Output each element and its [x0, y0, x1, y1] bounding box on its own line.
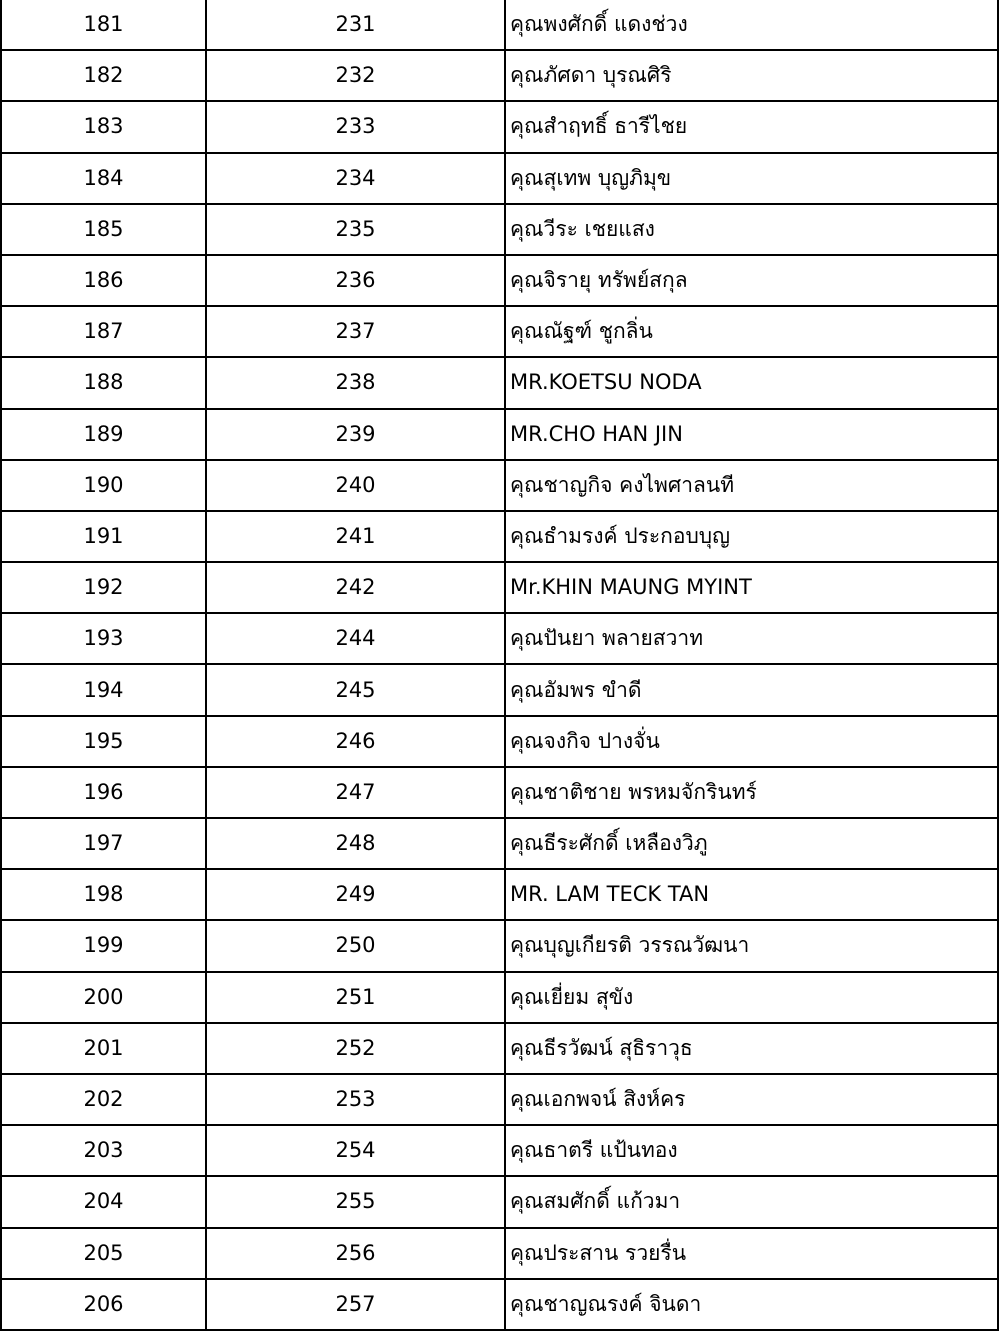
row-number-cell: 203	[1, 1125, 206, 1176]
table-row	[1, 0, 998, 50]
member-name-cell: คุณสำฤทธิ์ ธารีไชย	[505, 101, 998, 152]
member-name-cell: MR. LAM TECK TAN	[505, 869, 998, 920]
member-id-cell: 238	[206, 357, 505, 408]
member-name-cell: คุณณัฐฑ์ ชูกลิ่น	[505, 306, 998, 357]
table-body	[1, 0, 998, 1330]
row-number-cell: 201	[1, 1023, 206, 1074]
row-number-cell: 186	[1, 255, 206, 306]
row-number-cell: 196	[1, 767, 206, 818]
member-id-cell: 240	[206, 460, 505, 511]
member-name-cell: คุณเยี่ยม สุขัง	[505, 972, 998, 1023]
table-row	[1, 562, 998, 613]
member-name-cell: คุณบุญเกียรติ วรรณวัฒนา	[505, 920, 998, 971]
member-name-cell: คุณพงศักดิ์ แดงช่วง	[505, 0, 998, 50]
row-number-cell: 190	[1, 460, 206, 511]
member-name-cell: คุณชาติชาย พรหมจักรินทร์	[505, 767, 998, 818]
member-id-cell: 252	[206, 1023, 505, 1074]
member-id-cell: 247	[206, 767, 505, 818]
table-row	[1, 357, 998, 408]
table-row	[1, 818, 998, 869]
member-id-cell: 236	[206, 255, 505, 306]
row-number-cell: 185	[1, 204, 206, 255]
row-number-cell: 193	[1, 613, 206, 664]
row-number-cell: 187	[1, 306, 206, 357]
table-row	[1, 409, 998, 460]
member-id-cell: 248	[206, 818, 505, 869]
member-id-cell: 245	[206, 664, 505, 715]
member-name-cell: คุณสมศักดิ์ แก้วมา	[505, 1176, 998, 1227]
table-row	[1, 460, 998, 511]
member-id-cell: 235	[206, 204, 505, 255]
table-row	[1, 920, 998, 971]
row-number-cell: 206	[1, 1279, 206, 1330]
row-number-cell: 191	[1, 511, 206, 562]
row-number-cell: 195	[1, 716, 206, 767]
member-id-cell: 242	[206, 562, 505, 613]
member-id-cell: 251	[206, 972, 505, 1023]
member-name-cell: MR.CHO HAN JIN	[505, 409, 998, 460]
member-id-cell: 234	[206, 153, 505, 204]
table-row	[1, 306, 998, 357]
table-row	[1, 153, 998, 204]
member-id-cell: 253	[206, 1074, 505, 1125]
member-name-cell: MR.KOETSU NODA	[505, 357, 998, 408]
member-id-cell: 233	[206, 101, 505, 152]
member-name-cell: คุณจิรายุ ทรัพย์สกุล	[505, 255, 998, 306]
member-id-cell: 257	[206, 1279, 505, 1330]
row-number-cell: 181	[1, 0, 206, 50]
member-name-cell: คุณอัมพร ขำดี	[505, 664, 998, 715]
member-name-cell: คุณจงกิจ ปางจั่น	[505, 716, 998, 767]
member-name-cell: คุณปันยา พลายสวาท	[505, 613, 998, 664]
row-number-cell: 183	[1, 101, 206, 152]
member-id-cell: 250	[206, 920, 505, 971]
row-number-cell: 184	[1, 153, 206, 204]
member-name-cell: คุณธำมรงค์ ประกอบบุญ	[505, 511, 998, 562]
row-number-cell: 192	[1, 562, 206, 613]
row-number-cell: 197	[1, 818, 206, 869]
member-id-cell: 254	[206, 1125, 505, 1176]
table-row	[1, 972, 998, 1023]
member-name-cell: คุณสุเทพ บุญภิมุข	[505, 153, 998, 204]
row-number-cell: 198	[1, 869, 206, 920]
table-row	[1, 101, 998, 152]
row-number-cell: 199	[1, 920, 206, 971]
table-row	[1, 716, 998, 767]
member-name-cell: คุณธาตรี แป้นทอง	[505, 1125, 998, 1176]
member-id-cell: 244	[206, 613, 505, 664]
row-number-cell: 204	[1, 1176, 206, 1227]
table-row	[1, 1125, 998, 1176]
member-id-cell: 232	[206, 50, 505, 101]
table-row	[1, 869, 998, 920]
table-row	[1, 255, 998, 306]
row-number-cell: 200	[1, 972, 206, 1023]
member-name-cell: คุณชาญณรงค์ จินดา	[505, 1279, 998, 1330]
table-row	[1, 613, 998, 664]
member-id-cell: 237	[206, 306, 505, 357]
table-row	[1, 1023, 998, 1074]
row-number-cell: 182	[1, 50, 206, 101]
member-id-cell: 231	[206, 0, 505, 50]
member-id-cell: 249	[206, 869, 505, 920]
row-number-cell: 205	[1, 1228, 206, 1279]
member-name-cell: คุณชาญกิจ คงไพศาลนที	[505, 460, 998, 511]
member-name-cell: คุณเอกพจน์ สิงห์คร	[505, 1074, 998, 1125]
table-row	[1, 511, 998, 562]
table-row	[1, 1176, 998, 1227]
row-number-cell: 194	[1, 664, 206, 715]
table-row	[1, 1279, 998, 1330]
row-number-cell: 202	[1, 1074, 206, 1125]
member-name-cell: Mr.KHIN MAUNG MYINT	[505, 562, 998, 613]
member-name-cell: คุณธีระศักดิ์ เหลืองวิภู	[505, 818, 998, 869]
table-row	[1, 767, 998, 818]
member-id-cell: 246	[206, 716, 505, 767]
row-number-cell: 189	[1, 409, 206, 460]
row-number-cell: 188	[1, 357, 206, 408]
member-id-cell: 239	[206, 409, 505, 460]
member-id-cell: 256	[206, 1228, 505, 1279]
member-id-cell: 255	[206, 1176, 505, 1227]
member-name-cell: คุณธีรวัฒน์ สุธิราวุธ	[505, 1023, 998, 1074]
table-row	[1, 664, 998, 715]
table-row	[1, 50, 998, 101]
table-row	[1, 1228, 998, 1279]
member-id-cell: 241	[206, 511, 505, 562]
table-row	[1, 1074, 998, 1125]
member-name-cell: คุณประสาน รวยรื่น	[505, 1228, 998, 1279]
member-name-cell: คุณวีระ เชยแสง	[505, 204, 998, 255]
table-row	[1, 204, 998, 255]
member-name-cell: คุณภัศดา บุรณศิริ	[505, 50, 998, 101]
